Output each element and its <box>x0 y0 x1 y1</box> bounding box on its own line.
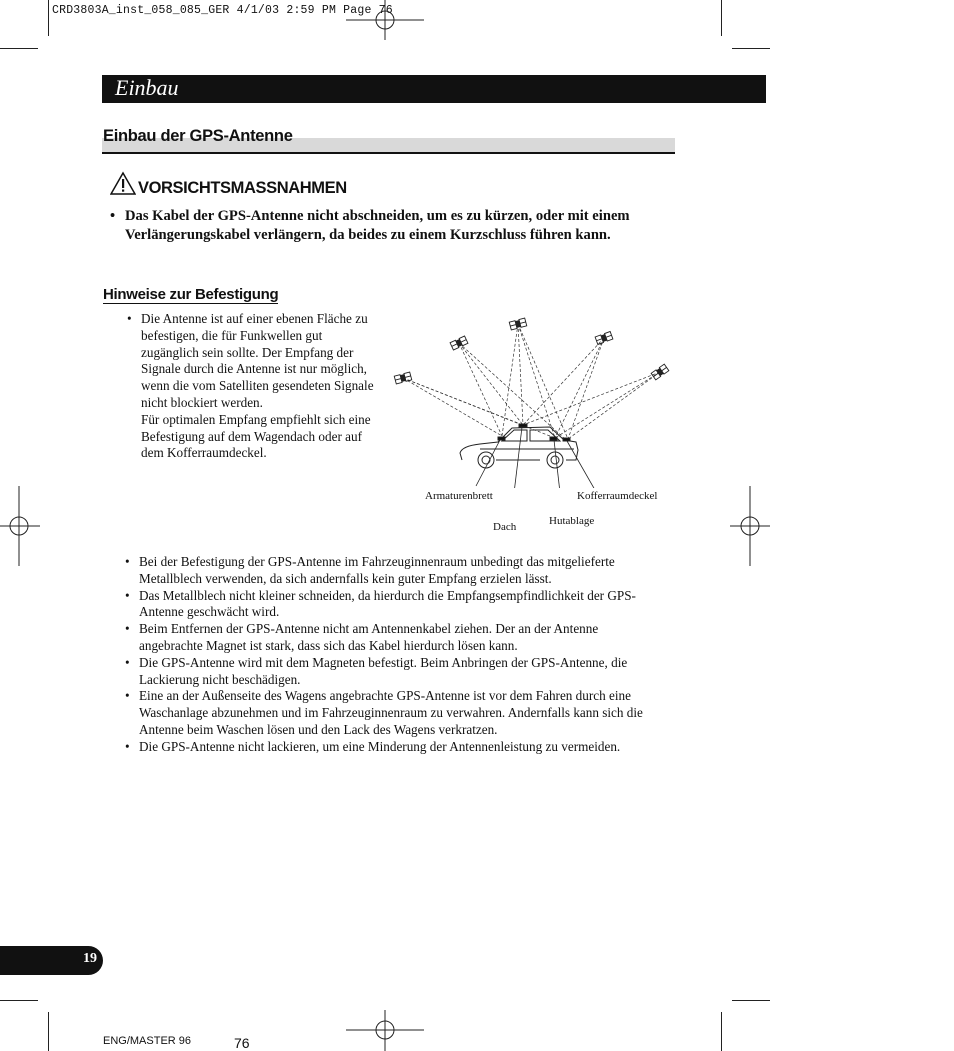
registration-mark-left <box>0 486 40 566</box>
signal-lines <box>403 324 660 439</box>
registration-mark-right <box>730 486 770 566</box>
registration-mark-top <box>346 0 426 40</box>
caution-body: Das Kabel der GPS-Antenne nicht abschneiden, um es zu kürzen, oder mit einem Verlängerungskabel verlängern, da beides zu einem Kurzschluss führen kann. <box>125 208 630 243</box>
print-header: CRD3803A_inst_058_085_GER 4/1/03 2:59 PM Page 76 <box>52 4 393 17</box>
mounting-subheading: Hinweise zur Befestigung <box>103 286 279 303</box>
bullet: • <box>125 738 130 754</box>
label-trunk-lid: Kofferraumdeckel <box>577 490 658 502</box>
mounting-paragraph-1: Die Antenne ist auf einer ebenen Fläche zu befestigen, die für Funkwellen gut zugänglich sein sollte. Der Empfang der Signale durch die Antenne ist nur möglich, wenn die vom Satelliten gesendeten Signale nicht blockiert werden. <box>141 311 374 410</box>
caution-heading: VORSICHTSMASSNAHMEN <box>138 179 347 197</box>
chapter-title-bar <box>102 75 766 103</box>
note-text: Die GPS-Antenne nicht lackieren, um eine Minderung der Antennenleistung zu vermeiden. <box>139 738 621 754</box>
bullet: • <box>125 654 130 670</box>
bullet: • <box>125 621 130 637</box>
list-item <box>124 621 664 655</box>
section-heading: Einbau der GPS-Antenne <box>103 127 293 145</box>
list-item <box>124 554 664 588</box>
caution-text <box>108 207 668 245</box>
list-item <box>124 588 664 622</box>
list-item <box>124 688 664 738</box>
mounting-text <box>124 311 374 462</box>
notes-list <box>124 554 664 756</box>
chapter-title: Einbau <box>115 75 179 100</box>
warning-triangle-icon <box>110 171 136 195</box>
mounting-bullet: • <box>127 311 132 326</box>
note-text: Eine an der Außenseite des Wagens angebrachte GPS-Antenne ist vor dem Fahren durch eine Waschanlage abzunehmen und im Fahrzeuginnenraum zu verwahren. Andernfalls kann sich die Antenne beim Waschen lösen und den Lack des Wagens verkratzen. <box>139 688 643 737</box>
footer-master-label: ENG/MASTER 96 <box>103 1035 192 1047</box>
caution-bullet: • <box>110 208 116 224</box>
car-drawing <box>460 424 578 468</box>
bullet: • <box>125 688 130 704</box>
label-dashboard: Armaturenbrett <box>425 490 493 502</box>
page-tab <box>0 946 103 975</box>
bullet: • <box>125 554 130 569</box>
list-item <box>124 655 664 689</box>
label-parcel-shelf: Hutablage <box>549 515 595 527</box>
footer-page-number: 76 <box>234 1035 250 1051</box>
list-item <box>124 739 664 756</box>
note-text: Die GPS-Antenne wird mit dem Magneten befestigt. Beim Anbringen der GPS-Antenne, die Lackierung nicht beschädigen. <box>139 654 628 687</box>
note-text: Beim Entfernen der GPS-Antenne nicht am Antennenkabel ziehen. Der an der Antenne angebrachte Magnet ist stark, dass sich das Kabel hierdurch lösen kann. <box>139 621 599 653</box>
satellite-icon <box>394 318 669 384</box>
note-text: Bei der Befestigung der GPS-Antenne im Fahrzeuginnenraum unbedingt das mitgelieferte Metallblech verwenden, da sich andernfalls kein guter Empfang erzielen lässt. <box>139 554 615 586</box>
mounting-paragraph-2: Für optimalen Empfang empfiehlt sich eine Befestigung auf dem Wagendach oder auf dem Kofferraumdeckel. <box>141 411 371 461</box>
registration-mark-bottom <box>346 1010 426 1051</box>
page-tab-number: 19 <box>83 951 97 966</box>
bullet: • <box>125 587 130 603</box>
note-text: Das Metallblech nicht kleiner schneiden, da hierdurch die Empfangsempfindlichkeit der GPS-Antenne geschwächt wird. <box>139 587 636 620</box>
label-roof: Dach <box>493 521 517 533</box>
gps-reception-diagram <box>390 308 680 488</box>
